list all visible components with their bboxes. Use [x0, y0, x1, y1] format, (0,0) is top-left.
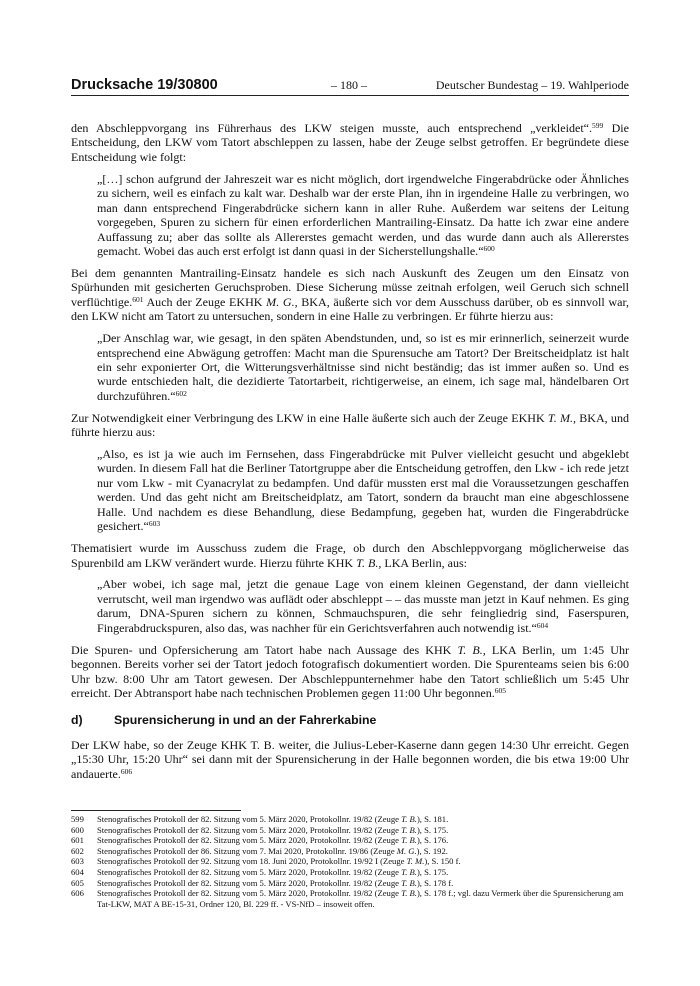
- footnote-number: 604: [71, 866, 84, 877]
- footnote: 603 Stenografisches Protokoll der 92. Sitzung vom 18. Juni 2020, Protokollnr. 19/92 I (Zeuge T. M.), S. 150 f.: [71, 856, 461, 867]
- document-number: [71, 77, 218, 93]
- footnote-separator: [71, 810, 241, 811]
- paragraph: Zur Notwendigkeit einer Verbringung des LKW in eine Halle äußerte sich auch der Zeuge EKHK T. M., BKA, und führte hierzu aus:: [71, 410, 629, 440]
- body-text: [71, 121, 629, 789]
- footnote-number: 600: [71, 824, 84, 835]
- witness-name: T. B.,: [356, 555, 382, 570]
- page-header: [71, 77, 629, 96]
- paragraph: den Abschleppvorgang ins Führerhaus des LKW steigen musste, auch entsprechend „verkleidet“.$^{599}$ Die Entscheidung, den LKW vom Tatort abschleppen zu lassen, habe der Zeuge selbst getroffen. Er begründete diese Entscheidung wie folgt:: [71, 121, 629, 164]
- section-heading: [71, 713, 629, 727]
- footnote: 604 Stenografisches Protokoll der 82. Sitzung vom 5. März 2020, Protokollnr. 19/82 (Zeuge T. B.), S. 175.: [71, 866, 449, 877]
- witness-name: M. G.,: [266, 294, 298, 309]
- paragraph: Thematisiert wurde im Ausschuss zudem die Frage, ob durch den Abschleppvorgang möglicherweise das Spurenbild am LKW verändert wurde. Hierzu führte KHK T. B., LKA Berlin, aus:: [71, 541, 629, 570]
- footnote-ref: 604: [536, 620, 549, 630]
- footnote-number: 602: [71, 845, 84, 856]
- block-quote: „Also, es ist ja wie auch im Fernsehen, dass Fingerabdrücke mit Pulver vielleicht gesucht und abgeklebt wurden. In diesem Fall hat die Berliner Tatortgruppe aber die Entscheidung getroffen, den Lkw - ich rede jetzt nur vom Lkw - mit Cyanacrylat zu bedampfen. Und dafür mussten erst mal die Voraussetzungen geschaffen werden. Und das geht nicht am Breitscheidplatz, am Tatort, sondern da braucht man eine abgeschlossene Halle. Und nachdem es diese Behandlung, diese Bedampfung, gegeben hat, wurden die Fingerabdrücke gesichert.“$^{603}$: [97, 447, 629, 534]
- witness-name: T. B.,: [457, 642, 486, 657]
- footnote: 599 Stenografisches Protokoll der 82. Sitzung vom 5. März 2020, Protokollnr. 19/82 (Zeuge T. B.), S. 181.: [71, 814, 449, 824]
- footnote-ref: 599: [592, 121, 604, 130]
- parliament-label: Deutscher Bundestag – 19. Wahlperiode: [435, 78, 629, 92]
- block-quote: „[…] schon aufgrund der Jahreszeit war es nicht möglich, dort irgendwelche Fingerabdrücke oder Ähnliches zu sichern, weil es einfach zu kalt war. Deshalb war der erste Plan, ihn in irgendeine Halle zu verbringen, wo man dann entsprechend Fingerabdrücke sichern kann in aller Ruhe. Außerdem war seitens der Leitung vorgegeben, Spuren zu sichern für einen erforderlichen Mantrailing-Einsatz. Da hatte ich zwar eine andere Auffassung zu; aber das sollte als Allererstes gemacht werden, und das wurde dann auch als Allererstes gemacht. Wobei das auch erst erfolgt ist dann quasi in der Sicherstellungshalle.“$^{600}$: [97, 171, 629, 259]
- paragraph: Bei dem genannten Mantrailing-Einsatz handele es sich nach Auskunft des Zeugen um den Einsatz von Spürhunden mit gesicherten Geruchsproben. Diese Sicherung müsse zeitnah erfolgen, weil Geruch sich schnell verflüchtige.$^{601}$ Auch der Zeuge EKHK M. G., BKA, äußerte sich vor dem Ausschuss darüber, ob es sinnvoll war, den LKW nicht am Tatort zu untersuchen, sondern in eine Halle zu verbringen. Er führte hierzu aus:: [71, 265, 629, 324]
- footnote-number: 605: [71, 877, 84, 888]
- footnote: 600 Stenografisches Protokoll der 82. Sitzung vom 5. März 2020, Protokollnr. 19/82 (Zeuge T. B.), S. 175.: [71, 824, 449, 835]
- block-quote: „Der Anschlag war, wie gesagt, in den späten Abendstunden, und, so ist es mir erinnerlich, seinerzeit wurde entsprechend eine Abwägung getroffen: Macht man die Spurensuche am Tatort? Der Breitscheidplatz ist halt ein sehr exponierter Ort, die Witterungsverhältnisse sind nicht beständig; das ist immer außen so. Und es wurde entschieden halt, die dezidierte Tatortarbeit, richtigerweise, an einem, ich sage mal, händelbaren Ort durchzuführen.“$^{602}$: [97, 331, 629, 403]
- footnote-number: 599: [71, 814, 84, 824]
- section-title: Spurensicherung in und an der Fahrerkabine: [114, 713, 377, 728]
- witness-name: T. M.,: [547, 410, 577, 425]
- block-quote: „Aber wobei, ich sage mal, jetzt die genaue Lage von einem kleinen Gegenstand, der dann vielleicht verrutscht, weil man irgendwo was auflädt oder abschleppt – – das musste man jetzt in Kauf nehmen. Es ging darum, DNA-Spuren sichern zu können, Schmauchspuren, die sehr feingliedrig sind, Faserspuren, Fingerabdruckspuren, also das, was nachher für ein Gerichtsverfahren auch notwendig ist.“$^{604}$: [97, 577, 629, 635]
- footnotes: [71, 814, 629, 909]
- paragraph: Der LKW habe, so der Zeuge KHK T. B. weiter, die Julius-Leber-Kaserne dann gegen 14:30 Uhr erreicht. Gegen „15:30 Uhr, 15:20 Uhr“ sei dann mit der Spurensicherung in der Halle begonnen worden, die bis etwa 19:00 Uhr andauerte.$^{606}$: [71, 737, 629, 781]
- doc-number: 30800: [177, 77, 218, 93]
- footnote: 605 Stenografisches Protokoll der 82. Sitzung vom 5. März 2020, Protokollnr. 19/82 (Zeuge T. B.), S. 178 f.: [71, 877, 454, 888]
- footnote-number: 601: [71, 835, 84, 846]
- page-number: – 180 –: [331, 78, 367, 92]
- footnote-ref: 606: [120, 766, 133, 776]
- footnote: 601 Stenografisches Protokoll der 82. Sitzung vom 5. März 2020, Protokollnr. 19/82 (Zeuge T. B.), S. 176.: [71, 835, 449, 846]
- footnote-ref: 605: [494, 685, 506, 695]
- footnote-number: 603: [71, 856, 84, 867]
- footnote-ref: 600: [483, 244, 495, 254]
- footnote-ref: 601: [132, 294, 144, 304]
- doc-label: Drucksache 19/: [71, 77, 178, 93]
- footnote: 606 Stenografisches Protokoll der 82. Sitzung vom 5. März 2020, Protokollnr. 19/82 (Zeuge T. B.), S. 178 f.; vgl. dazu Vermerk über die Spurensicherung am Tat-LKW, MAT A BE-15-31, Ordner 120, Bl. 229 ff. - VS-NfD – insoweit offen.: [71, 888, 624, 909]
- section-letter: d): [71, 713, 83, 728]
- footnote-number: 606: [71, 888, 84, 899]
- footnote-ref: 602: [175, 388, 187, 398]
- footnote: 602 Stenografisches Protokoll der 86. Sitzung vom 7. Mai 2020, Protokollnr. 19/86 (Zeuge M. G.), S. 192.: [71, 845, 448, 856]
- footnote-ref: 603: [148, 519, 161, 529]
- paragraph: Die Spuren- und Opfersicherung am Tatort habe nach Aussage des KHK T. B., LKA Berlin, um 1:45 Uhr begonnen. Bereits vorher sei der Tatort jedoch fotografisch dokumentiert worden. Die Spurenteams seien bis 6:00 Uhr bzw. 8:00 Uhr am Tatort gewesen. Der Abschleppunternehmer habe den Tatort schließlich um 5:45 Uhr erreicht. Der Abtransport habe nach technischen Problemen gegen 11:00 Uhr begonnen.$^{605}$: [71, 642, 629, 700]
